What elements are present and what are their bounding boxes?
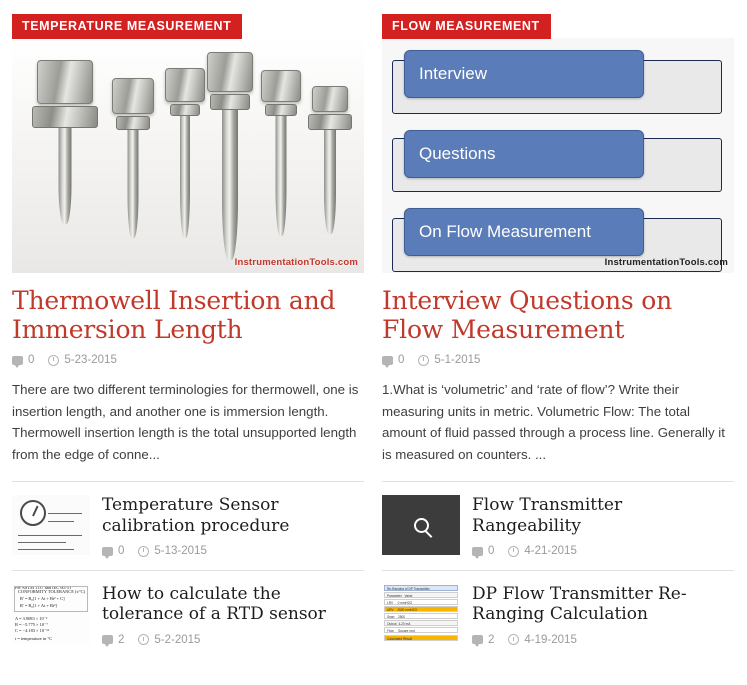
comment-count: 0 — [488, 545, 495, 558]
formula-sheet-art: Per ASTM 1137 and IEC 60751 CONFORMITY TOLERANCE (±°C) R' = R₀[1 + At + Bt² + C] R' = R₀[1 + At + Bt²] A = 3.9083 × 10⁻³ B = −5.775 × 10⁻⁷ C = −4.183 × 10⁻¹² t = temperature in °C — [12, 584, 90, 644]
thermowell-probe-1 — [30, 60, 100, 240]
featured-image-thermowell[interactable] — [12, 38, 364, 273]
post-date: 5-13-2015 — [154, 545, 207, 558]
date-wrap — [508, 634, 576, 646]
thermowell-probe-4 — [200, 52, 260, 257]
post-meta-thermowell — [12, 354, 364, 366]
comment-count: 0 — [118, 545, 125, 558]
category-badge-flow[interactable]: FLOW MEASUREMENT — [382, 14, 551, 39]
thermowell-probe-5 — [254, 70, 308, 245]
clock-icon — [508, 634, 519, 645]
post-title-thermowell[interactable]: Thermowell Insertion and Immersion Length — [12, 286, 336, 345]
thumbnail-formula-sheet[interactable] — [12, 584, 90, 644]
list-item-meta — [472, 634, 734, 646]
comment-count-wrap — [472, 634, 494, 646]
comment-count-wrap — [102, 634, 124, 646]
date-wrap — [138, 545, 206, 557]
gauge-drawing-art — [12, 495, 90, 555]
comment-icon — [472, 635, 483, 644]
list-item[interactable] — [12, 570, 364, 659]
list-item-meta — [102, 545, 364, 557]
featured-image-flow-diagram[interactable] — [382, 38, 734, 273]
post-excerpt-flow-interview: 1.What is ‘volumetric’ and ‘rate of flow’? Write their measuring units in metric. Volumetric Flow: The total amount of fluid passed through a process line. Generally it is measured on counters. ... — [382, 382, 725, 462]
diagram-label-3: On Flow Measurement — [404, 208, 644, 256]
comment-count: 0 — [28, 354, 35, 367]
comment-icon — [102, 635, 113, 644]
post-date: 5-1-2015 — [434, 354, 481, 367]
comment-count-wrap — [382, 354, 404, 366]
comment-icon — [382, 356, 393, 365]
flow-diagram-art — [382, 38, 734, 273]
list-item-body — [472, 584, 734, 646]
thermowell-photo — [12, 38, 364, 273]
clock-icon — [508, 546, 519, 557]
category-badge-temperature[interactable]: TEMPERATURE MEASUREMENT — [12, 14, 242, 39]
clock-icon — [138, 634, 149, 645]
post-excerpt-thermowell: There are two different terminologies for thermowell, one is insertion length, and another one is immersion length. Thermowell insertion length is the total unsupported length from the edge of conne... — [12, 382, 359, 462]
post-date: 4-19-2015 — [524, 633, 577, 646]
list-item-meta — [472, 545, 734, 557]
thumbnail-gauge-drawing[interactable] — [12, 495, 90, 555]
clock-icon — [418, 355, 429, 366]
clock-icon — [48, 355, 59, 366]
comment-icon — [472, 547, 483, 556]
list-item-meta — [102, 634, 364, 646]
list-item-body — [472, 495, 734, 557]
thermowell-probe-2 — [104, 78, 162, 248]
list-item-title[interactable]: Flow Transmitter Rangeability — [472, 495, 623, 536]
comment-count-wrap — [12, 354, 34, 366]
related-list-temperature — [12, 481, 364, 659]
watermark-right: InstrumentationTools.com — [604, 257, 728, 269]
related-list-flow — [382, 481, 734, 659]
clock-icon — [138, 546, 149, 557]
comment-count: 0 — [398, 354, 405, 367]
date-wrap — [508, 545, 576, 557]
watermark-left: InstrumentationTools.com — [234, 257, 358, 269]
date-wrap — [48, 354, 116, 366]
data-table-art: Re-Ranging of DP Transmitter Parameter Value LRV 0 mmH2O URV 2500 mmH2O Span 2500 Output 4-20 mA Flow Square root Calculated Result — [382, 584, 460, 644]
list-item-body — [102, 584, 364, 646]
diagram-label-2: Questions — [404, 130, 644, 178]
column-temperature-measurement — [12, 14, 364, 659]
thumbnail-search-tile[interactable] — [382, 495, 460, 555]
post-title-flow-interview[interactable]: Interview Questions on Flow Measurement — [382, 286, 672, 345]
column-flow-measurement — [382, 14, 734, 659]
search-icon — [382, 495, 460, 555]
list-item-title[interactable]: How to calculate the tolerance of a RTD sensor — [102, 584, 326, 625]
list-item[interactable] — [382, 570, 734, 659]
list-item-title[interactable]: Temperature Sensor calibration procedure — [102, 495, 290, 536]
list-item-body — [102, 495, 364, 557]
comment-count-wrap — [472, 545, 494, 557]
thumbnail-data-table[interactable] — [382, 584, 460, 644]
list-item[interactable] — [12, 481, 364, 570]
comment-count: 2 — [118, 633, 125, 646]
post-meta-flow-interview — [382, 354, 734, 366]
diagram-label-1: Interview — [404, 50, 644, 98]
thermowell-probe-6 — [302, 86, 358, 246]
date-wrap — [138, 634, 200, 646]
date-wrap — [418, 354, 480, 366]
post-date: 5-2-2015 — [154, 633, 201, 646]
comment-icon — [12, 356, 23, 365]
comment-count: 2 — [488, 633, 495, 646]
list-item-title[interactable]: DP Flow Transmitter Re-Ranging Calculation — [472, 584, 687, 625]
comment-count-wrap — [102, 545, 124, 557]
post-date: 5-23-2015 — [64, 354, 117, 367]
list-item[interactable] — [382, 481, 734, 570]
comment-icon — [102, 547, 113, 556]
post-date: 4-21-2015 — [524, 545, 577, 558]
